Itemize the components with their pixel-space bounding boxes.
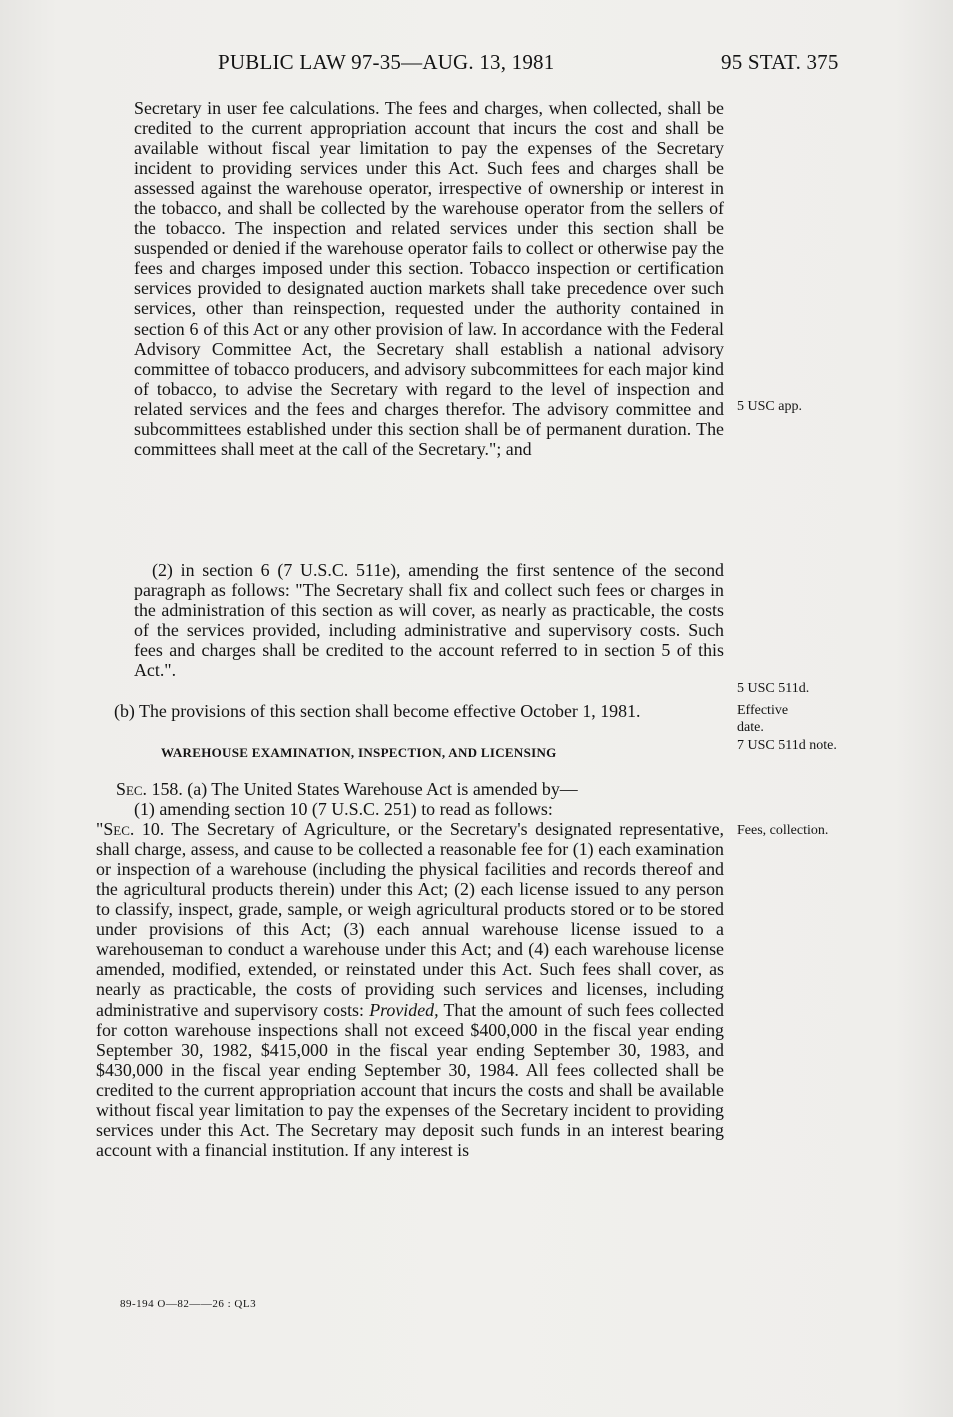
body-section-158	[96, 779, 724, 1160]
paragraph-amending-section-10: (1) amending section 10 (7 U.S.C. 251) to read as follows:	[134, 799, 553, 820]
page-header-stat-number: 95 STAT. 375	[721, 50, 839, 74]
sec-158-text: 158. (a) The United States Warehouse Act is amended by—	[147, 779, 578, 799]
sec-10-text-a: 10. The Secretary of Agriculture, or the Secretary's designated representative, shall charge, assess, and cause to be collected a reasonable fee for (1) each examination or inspection of a warehouse (including the physical facilities and records thereof and the agricultural products therein) under this Act; (2) each license issued to any person to classify, inspect, grade, sample, or weigh agricultural products stored or to be stored under provisions of this Act; (3) each annual warehouse license issued to a warehouseman to conduct a warehouse under this Act; and (4) each warehouse license amended, modified, extended, or reinstated under this Act. Such fees shall cover, as nearly as practicable, the costs of providing such services and licenses, including administrative and supervisory costs:	[96, 819, 724, 1020]
margin-note-usc-app: 5 USC app.	[737, 399, 802, 414]
page-header-title: PUBLIC LAW 97-35—AUG. 13, 1981	[218, 50, 555, 74]
margin-note-usc-511d: 5 USC 511d.	[737, 681, 810, 696]
paragraph-effective-date: (b) The provisions of this section shall become effective October 1, 1981.	[114, 701, 641, 721]
margin-note-date: date.	[737, 720, 764, 735]
paragraph-sec-10-text	[96, 819, 724, 1160]
paragraph-sec-158	[96, 779, 724, 799]
body-paragraph-section-6	[96, 560, 724, 680]
sec-10-text-b: That the amount of such fees collected for cotton warehouse inspections shall not exceed $400,000 in the fiscal year ending September 30, 1982, $415,000 in the fiscal year ending September 30, 1983, and $430,000 in the fiscal year ending September 30, 1984. All fees collected shall be credited to the current appropriation account that incurs the costs and shall be available without fiscal year limitation to pay the expenses of the Secretary incident to providing services under this Act. The Secretary may deposit such funds in an interest bearing account with a financial institution. If any interest is	[96, 999, 724, 1160]
body-paragraph-continuation	[96, 98, 724, 459]
margin-note-fees-collection: Fees, collection.	[737, 823, 829, 838]
paragraph-section-6-amendment: (2) in section 6 (7 U.S.C. 511e), amending the first sentence of the second paragraph as follows: "The Secretary shall fix and collect such fees or charges in the administration of this section as will cover, as nearly as practicable, the costs of the services provided, including administrative and supervisory costs. Such fees and charges shall be credited to the account referred to in section 5 of this Act.".	[134, 560, 724, 681]
footer-print-code: 89-194 O—82——26 : QL3	[120, 1298, 257, 1310]
paragraph-fees-credited: Secretary in user fee calculations. The fees and charges, when collected, shall be credited to the current appropriation account that incurs the cost and shall be available without fiscal year limitation to pay the expenses of the Secretary incident to providing services under this Act. Such fees and charges shall be assessed against the warehouse operator, irrespective of ownership or interest in the tobacco, and shall be collected by the warehouse operator from the sellers of the tobacco. The inspection and related services under this section shall be suspended or denied if the warehouse operator fails to collect or otherwise pay the fees and charges imposed under this section. Tobacco inspection or certification services provided to designated auction markets shall take precedence over such services, other than reinspection, requested under the authority contained in section 6 of this Act or any other provision of law. In accordance with the Federal Advisory Committee Act, the Secretary shall establish a national advisory committee of tobacco producers, and advisory subcommittees for each major kind of tobacco, to advise the Secretary with regard to the level of inspection and related services and the fees and charges therefor. The advisory committee and subcommittees established under this section shall be of permanent duration. The committees shall meet at the call of the Secretary."; and	[134, 98, 724, 459]
section-heading: WAREHOUSE EXAMINATION, INSPECTION, AND LICENSING	[161, 745, 557, 760]
open-quote: "	[96, 819, 104, 840]
provided-italic: Provided,	[369, 999, 439, 1020]
margin-note-effective: Effective	[737, 703, 789, 718]
sec-label: Sec.	[116, 779, 148, 799]
margin-note-usc-511d-note: 7 USC 511d note.	[737, 738, 837, 753]
sec-10-label: Sec.	[103, 819, 135, 840]
body-paragraph-effective	[96, 701, 724, 721]
